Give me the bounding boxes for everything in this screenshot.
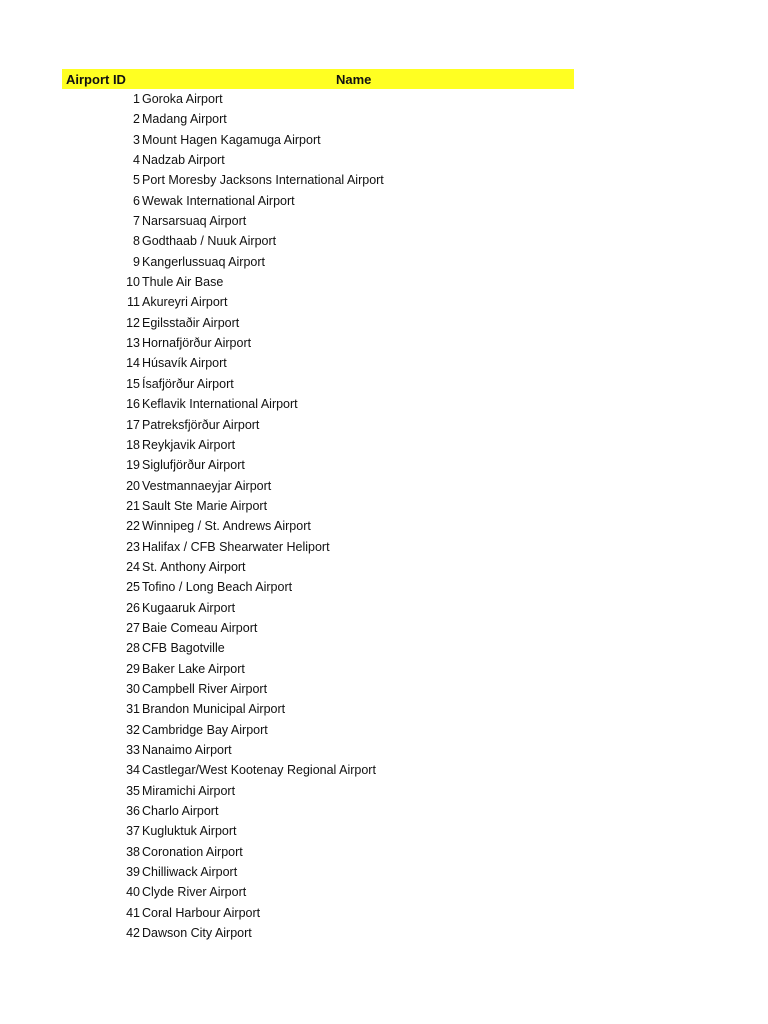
table-row: [62, 170, 574, 190]
table-row: [62, 292, 574, 312]
airport-id-cell: 7: [133, 214, 140, 229]
table-row: [62, 781, 574, 801]
table-row: [62, 374, 574, 394]
airport-id-cell: 23: [126, 539, 140, 554]
airport-name-cell: Kugluktuk Airport: [142, 824, 237, 839]
airport-id-cell: 26: [126, 600, 140, 615]
airport-id-cell: 8: [133, 234, 140, 249]
airport-name-cell: Keflavik International Airport: [142, 397, 298, 412]
airport-name-cell: Port Moresby Jacksons International Airport: [142, 173, 384, 188]
airport-id-cell: 14: [126, 356, 140, 371]
airport-name-cell: Ísafjörður Airport: [142, 376, 234, 391]
airport-name-cell: Thule Air Base: [142, 275, 224, 290]
table-row: [62, 679, 574, 699]
header-name: Name: [336, 72, 372, 87]
airport-name-cell: Godthaab / Nuuk Airport: [142, 234, 277, 249]
airport-name-cell: Húsavík Airport: [142, 356, 227, 371]
table-row: [62, 191, 574, 211]
airport-name-cell: Nadzab Airport: [142, 153, 225, 168]
airport-id-cell: 20: [126, 478, 140, 493]
airport-id-cell: 5: [133, 173, 140, 188]
table-row: [62, 598, 574, 618]
airport-name-cell: Baker Lake Airport: [142, 661, 245, 676]
table-row: [62, 903, 574, 923]
airport-id-cell: 1: [133, 92, 140, 106]
table-row: [62, 618, 574, 638]
airport-id-cell: 6: [133, 193, 140, 208]
airport-id-cell: 9: [133, 254, 140, 269]
table-row: [62, 760, 574, 780]
airport-id-cell: 22: [126, 519, 140, 534]
airport-id-cell: 28: [126, 641, 140, 656]
airport-name-cell: Madang Airport: [142, 112, 227, 127]
table-row: [62, 577, 574, 597]
table-row: [62, 211, 574, 231]
airport-id-cell: 38: [126, 844, 140, 859]
table-row: [62, 496, 574, 516]
airport-name-cell: Miramichi Airport: [142, 783, 236, 798]
airport-id-cell: 2: [133, 112, 140, 127]
airport-id-cell: 15: [126, 376, 140, 391]
airport-name-cell: CFB Bagotville: [142, 641, 225, 656]
table-row: [62, 821, 574, 841]
airport-name-cell: Vestmannaeyjar Airport: [142, 478, 272, 493]
airport-name-cell: Brandon Municipal Airport: [142, 702, 286, 717]
table-row: [62, 740, 574, 760]
airport-id-cell: 42: [126, 926, 140, 941]
airport-table: [62, 69, 574, 943]
airport-name-cell: Akureyri Airport: [142, 295, 228, 310]
airport-name-cell: Narsarsuaq Airport: [142, 214, 247, 229]
table-row: [62, 882, 574, 902]
table-row: [62, 231, 574, 251]
table-row: [62, 272, 574, 292]
airport-name-cell: Campbell River Airport: [142, 681, 268, 696]
airport-id-cell: 34: [126, 763, 140, 778]
airport-name-cell: Coral Harbour Airport: [142, 905, 261, 920]
table-row: [62, 720, 574, 740]
airport-id-cell: 13: [126, 336, 140, 351]
airport-name-cell: Nanaimo Airport: [142, 743, 232, 757]
table-row: [62, 659, 574, 679]
airport-id-cell: 37: [126, 824, 140, 839]
table-row: [62, 801, 574, 821]
table-row: [62, 89, 574, 109]
airport-name-cell: Chilliwack Airport: [142, 865, 238, 880]
airport-name-cell: Cambridge Bay Airport: [142, 722, 268, 737]
airport-name-cell: Dawson City Airport: [142, 926, 252, 941]
table-row: [62, 415, 574, 435]
airport-id-cell: 32: [126, 722, 140, 737]
airport-name-cell: Sault Ste Marie Airport: [142, 498, 268, 513]
airport-id-cell: 39: [126, 865, 140, 880]
airport-id-cell: 33: [126, 743, 140, 757]
table-row: [62, 842, 574, 862]
table-row: [62, 435, 574, 455]
airport-name-cell: Siglufjörður Airport: [142, 458, 245, 473]
airport-id-cell: 27: [126, 620, 140, 635]
airport-id-cell: 29: [126, 661, 140, 676]
airport-id-cell: 30: [126, 681, 140, 696]
airport-id-cell: 36: [126, 804, 140, 819]
table-row: [62, 638, 574, 658]
airport-name-cell: Egilsstaðir Airport: [142, 315, 240, 330]
airport-id-cell: 35: [126, 783, 140, 798]
airport-name-cell: Reykjavik Airport: [142, 437, 236, 452]
airport-name-cell: Goroka Airport: [142, 92, 223, 106]
table-row: [62, 455, 574, 475]
airport-id-cell: 4: [133, 153, 140, 168]
table-row: [62, 333, 574, 353]
airport-id-cell: 12: [126, 315, 140, 330]
airport-name-cell: St. Anthony Airport: [142, 559, 246, 574]
airport-id-cell: 40: [126, 885, 140, 900]
airport-id-cell: 19: [126, 458, 140, 473]
airport-id-cell: 31: [126, 702, 140, 717]
airport-id-cell: 17: [126, 417, 140, 432]
table-row: [62, 252, 574, 272]
table-row: [62, 394, 574, 414]
table-row: [62, 516, 574, 536]
airport-id-cell: 21: [126, 498, 140, 513]
airport-name-cell: Clyde River Airport: [142, 885, 247, 900]
table-row: [62, 699, 574, 719]
airport-name-cell: Winnipeg / St. Andrews Airport: [142, 519, 311, 534]
airport-name-cell: Castlegar/West Kootenay Regional Airport: [142, 763, 376, 778]
table-body: [62, 89, 574, 943]
airport-name-cell: Baie Comeau Airport: [142, 620, 258, 635]
table-row: [62, 923, 574, 943]
table-row: [62, 537, 574, 557]
table-row: [62, 862, 574, 882]
table-row: [62, 557, 574, 577]
table-row: [62, 476, 574, 496]
airport-id-cell: 18: [126, 437, 140, 452]
airport-name-cell: Patreksfjörður Airport: [142, 417, 260, 432]
airport-name-cell: Halifax / CFB Shearwater Heliport: [142, 539, 330, 554]
airport-name-cell: Hornafjörður Airport: [142, 336, 252, 351]
table-row: [62, 109, 574, 129]
airport-name-cell: Charlo Airport: [142, 804, 219, 819]
header-airport-id: Airport ID: [66, 72, 126, 87]
table-row: [62, 130, 574, 150]
airport-name-cell: Coronation Airport: [142, 844, 243, 859]
airport-id-cell: 11: [127, 295, 140, 310]
airport-id-cell: 3: [133, 132, 140, 147]
airport-id-cell: 16: [126, 397, 140, 412]
airport-name-cell: Kangerlussuaq Airport: [142, 254, 265, 269]
table-row: [62, 313, 574, 333]
airport-name-cell: Tofino / Long Beach Airport: [142, 580, 293, 595]
table-row: [62, 353, 574, 373]
airport-name-cell: Mount Hagen Kagamuga Airport: [142, 132, 321, 147]
table-row: [62, 150, 574, 170]
airport-id-cell: 10: [126, 275, 140, 290]
airport-id-cell: 41: [126, 905, 140, 920]
airport-name-cell: Wewak International Airport: [142, 193, 295, 208]
table-header: [62, 69, 574, 89]
airport-id-cell: 24: [126, 559, 140, 574]
airport-name-cell: Kugaaruk Airport: [142, 600, 236, 615]
airport-id-cell: 25: [126, 580, 140, 595]
